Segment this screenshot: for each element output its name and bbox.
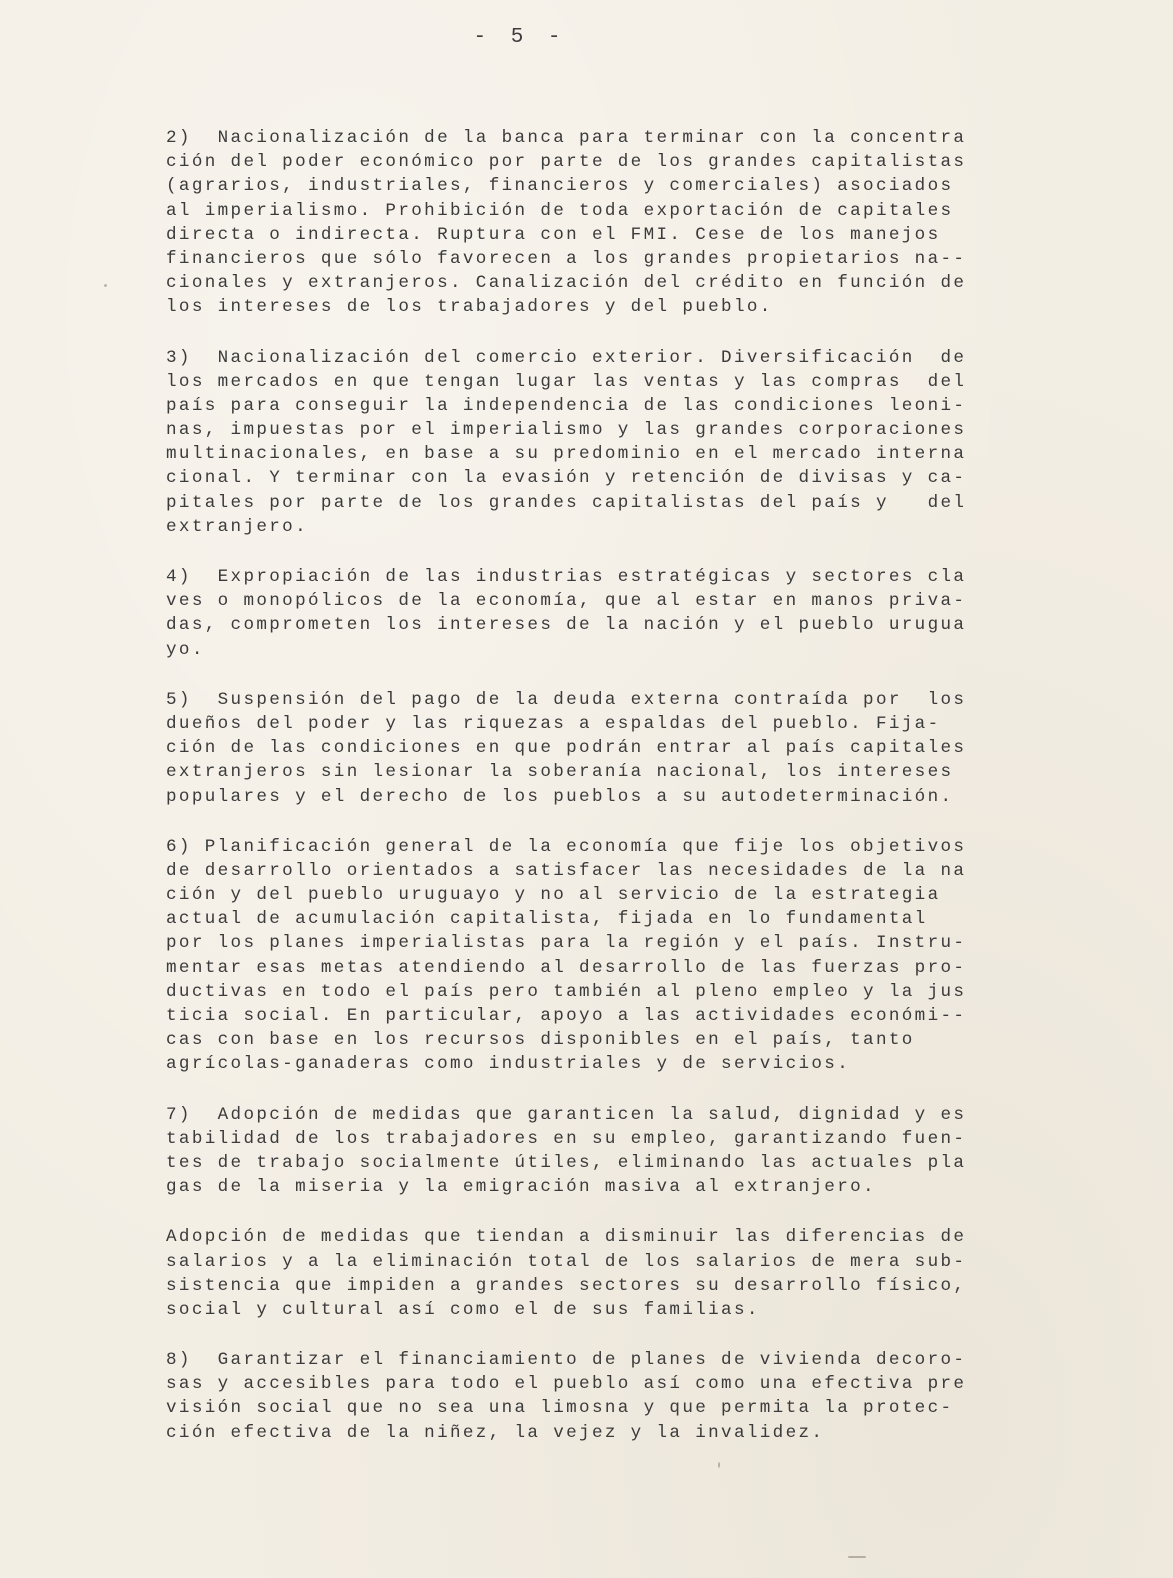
paper-speck <box>848 1556 866 1558</box>
text-line: al imperialismo. Prohibición de toda exportación de capitales <box>166 200 954 221</box>
text-line: ción efectiva de la niñez, la vejez y la invalidez. <box>166 1422 825 1443</box>
text-line: financieros que sólo favorecen a los grandes propietarios na-- <box>166 248 967 269</box>
text-line: dueños del poder y las riquezas a espaldas del pueblo. Fija- <box>166 713 941 734</box>
text-line: 6) Planificación general de la economía que fije los objetivos <box>166 836 967 857</box>
text-line: Adopción de medidas que tiendan a disminuir las diferencias de <box>166 1227 967 1248</box>
text-line: agrícolas-ganaderas como industriales y de servicios. <box>166 1054 851 1075</box>
text-line: actual de acumulación capitalista, fijada en lo fundamental <box>166 909 928 930</box>
text-line: 2) Nacionalización de la banca para terminar con la concentra <box>166 128 967 148</box>
text-line: multinacionales, en base a su predominio en el mercado interna <box>166 444 967 465</box>
text-line: ción y del pueblo uruguayo y no al servicio de la estrategia <box>166 885 941 906</box>
paragraph-6 <box>166 835 1046 1077</box>
text-line: tabilidad de los trabajadores en su empleo, garantizando fuen- <box>166 1128 967 1149</box>
text-line: los intereses de los trabajadores y del pueblo. <box>166 297 773 318</box>
text-line: de desarrollo orientados a satisfacer las necesidades de la na <box>166 860 967 881</box>
paragraph-2 <box>166 126 1046 320</box>
text-line: cionales y extranjeros. Canalización del crédito en función de <box>166 273 967 294</box>
text-line: por los planes imperialistas para la región y el país. Instru- <box>166 933 967 954</box>
text-line: 4) Expropiación de las industrias estratégicas y sectores cla <box>166 567 967 587</box>
text-line: tes de trabajo socialmente útiles, eliminando las actuales pla <box>166 1152 967 1173</box>
text-line: das, comprometen los intereses de la nación y el pueblo urugua <box>166 615 967 636</box>
paragraph-7 <box>166 1103 1046 1200</box>
text-line: 5) Suspensión del pago de la deuda externa contraída por los <box>166 689 967 710</box>
text-line: ción del poder económico por parte de los grandes capitalistas <box>166 152 967 173</box>
document-body <box>166 126 1046 1471</box>
text-line: sistencia que impiden a grandes sectores su desarrollo físico, <box>166 1275 967 1296</box>
text-line: ves o monopólicos de la economía, que al estar en manos priva- <box>166 591 967 612</box>
text-line: populares y el derecho de los pueblos a su autodeterminación. <box>166 786 954 807</box>
text-line: directa o indirecta. Ruptura con el FMI. Cese de los manejos <box>166 224 941 245</box>
text-line: ductivas en todo el país pero también al pleno empleo y la jus <box>166 981 967 1002</box>
text-line: 7) Adopción de medidas que garanticen la salud, dignidad y es <box>166 1104 967 1125</box>
text-line: salarios y a la eliminación total de los salarios de mera sub- <box>166 1251 967 1272</box>
text-line: los mercados en que tengan lugar las ventas y las compras del <box>166 371 967 392</box>
text-line: mentar esas metas atendiendo al desarrollo de las fuerzas pro- <box>166 957 967 978</box>
text-line: sas y accesibles para todo el pueblo así como una efectiva pre <box>166 1374 967 1395</box>
text-line: social y cultural así como el de sus familias. <box>166 1299 760 1320</box>
paragraph-4 <box>166 565 1046 662</box>
text-line: ción de las condiciones en que podrán entrar al país capitales <box>166 738 967 759</box>
paragraph-3 <box>166 346 1046 540</box>
text-line: gas de la miseria y la emigración masiva al extranjero. <box>166 1177 876 1198</box>
text-line: ticia social. En particular, apoyo a las actividades económi-- <box>166 1006 967 1026</box>
paragraph-8 <box>166 1348 1046 1445</box>
text-line: país para conseguir la independencia de las condiciones leoni- <box>166 395 967 416</box>
text-line: yo. <box>166 639 205 660</box>
paragraph-5 <box>166 688 1046 809</box>
paper-speck <box>104 284 107 287</box>
paragraph-7-continued <box>166 1225 1046 1322</box>
text-line: pitales por parte de los grandes capitalistas del país y del <box>166 492 967 513</box>
text-line: cas con base en los recursos disponibles en el país, tanto <box>166 1030 915 1051</box>
text-line: 3) Nacionalización del comercio exterior. Diversificación de <box>166 347 967 368</box>
text-line: (agrarios, industriales, financieros y comerciales) asociados <box>166 176 954 197</box>
text-line: extranjeros sin lesionar la soberanía nacional, los intereses <box>166 762 954 783</box>
text-line: nas, impuestas por el imperialismo y las grandes corporaciones <box>166 420 967 441</box>
text-line: cional. Y terminar con la evasión y retención de divisas y ca- <box>166 468 967 489</box>
text-line: 8) Garantizar el financiamiento de planes de vivienda decoro- <box>166 1350 967 1371</box>
text-line: extranjero. <box>166 516 308 537</box>
page-number: - 5 - <box>473 26 567 49</box>
paper-speck <box>718 1462 720 1468</box>
text-line: visión social que no sea una limosna y que permita la protec- <box>166 1398 954 1419</box>
